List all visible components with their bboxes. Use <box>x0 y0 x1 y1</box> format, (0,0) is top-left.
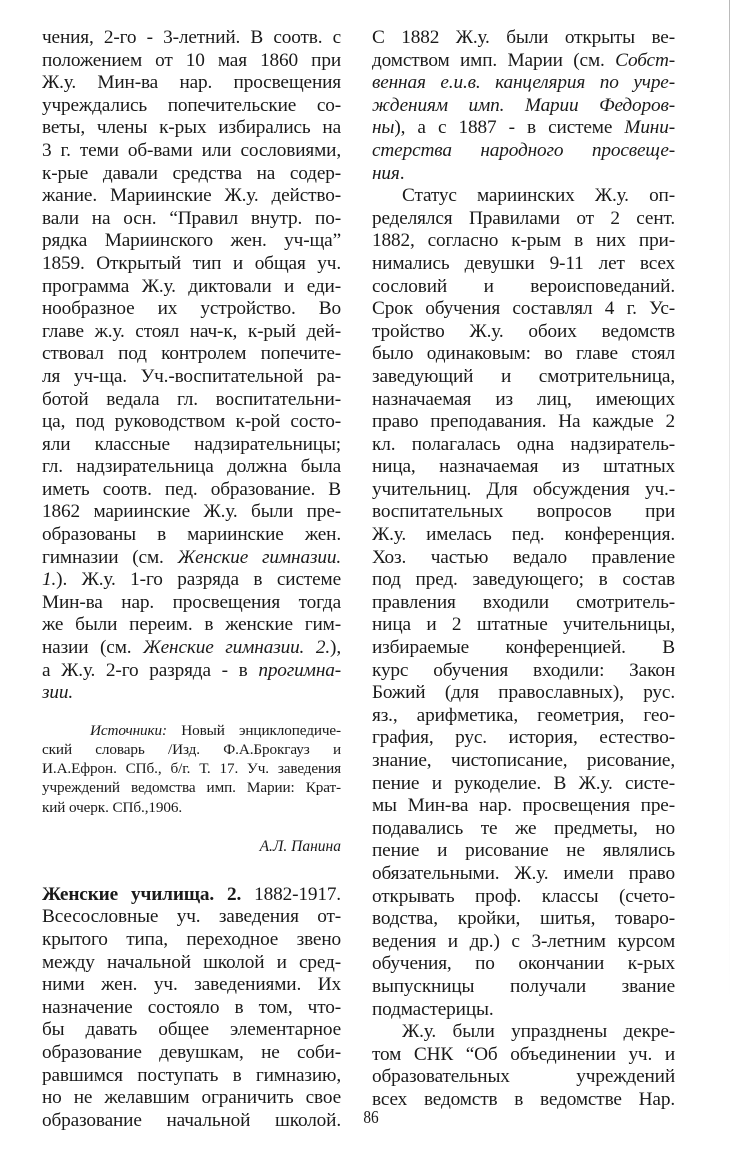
text-line: обязательными. Ж.у. имели право <box>372 862 675 884</box>
paragraph-2 <box>372 185 675 1021</box>
sources-label: Источники: <box>90 721 168 739</box>
text-line: домством имп. Марии (см. Собст- <box>372 49 675 71</box>
text-line: 1.). Ж.у. 1-го разряда в системе <box>42 569 341 591</box>
text-line: учреждались попечительские со- <box>42 94 341 116</box>
text-line: назначаемая из лиц, имеющих <box>372 388 675 410</box>
text-line: положением от 10 мая 1860 при <box>42 49 341 71</box>
text-line: к-рые давали средства на содер- <box>42 162 341 184</box>
text-line: рядка Мариинского жен. уч-ща” <box>42 230 341 252</box>
text-line: образование начальной школой. <box>42 1109 341 1131</box>
text-line: знание, чистописание, рисование, <box>372 750 675 771</box>
text-line: ния. <box>372 162 405 184</box>
cross-reference: стерства народного просвеще- <box>372 139 675 161</box>
article-author: А.Л. Панина <box>259 837 341 855</box>
text-line: С 1882 Ж.у. были открыты ве- <box>372 27 675 48</box>
text-line: том СНК “Об объединении уч. и <box>372 1043 675 1065</box>
text-line: жание. Мариинские Ж.у. действо- <box>42 185 341 207</box>
text-line: право преподавания. На каждые 2 <box>372 411 675 433</box>
text-line: кл. полагалась одна надзиратель- <box>372 433 675 455</box>
text-line: заведующий и смотрительница, <box>372 365 675 387</box>
entry-heading-line: Женские училища. 2. 1882-1917. <box>42 883 341 905</box>
text-line: но не желавшим ограничить свое <box>42 1087 341 1109</box>
text-line: между начальной школой и сред- <box>42 951 341 973</box>
text-line: гимназии (см. Женские гимназии. <box>42 546 341 568</box>
text-line: образовательных учреждений <box>372 1066 675 1088</box>
right-column <box>372 27 675 1112</box>
spacer <box>42 705 341 721</box>
text-line: кий очерк. СПб.,1906. <box>42 798 183 816</box>
text-line: Срок обучения составлял 4 г. Ус- <box>372 298 675 320</box>
text-line: назначение состояло в том, что- <box>42 996 341 1018</box>
text-line: Статус мариинских Ж.у. оп- <box>402 185 675 207</box>
text-line: главе ж.у. стоял нач-к, к-рый дей- <box>42 320 341 342</box>
text-line: ница и 2 штатные учительницы, <box>372 614 675 636</box>
text-line: 1882, согласно к-рым в них при- <box>372 230 675 252</box>
sources-block <box>42 721 341 817</box>
text-line: Источники: Новый энциклопедиче- <box>90 721 341 739</box>
text-line: ны), а с 1887 - в системе Мини- <box>372 117 675 139</box>
text-line: Всесословные уч. заведения от- <box>42 906 341 928</box>
text-line: ница, назначаемая из штатных <box>372 456 675 478</box>
text-line: правления входили смотритель- <box>372 591 675 613</box>
text-line: курс обучения входили: Закон <box>372 659 675 681</box>
text-line: Ж.у. Мин-ва нар. просвещения <box>42 72 341 94</box>
page-number: 86 <box>363 1107 379 1127</box>
left-column <box>42 27 341 1132</box>
text-line: пение и рисование не являлись <box>372 840 675 862</box>
cross-reference: ны <box>372 117 395 139</box>
text-line: выпускницы получали звание <box>372 975 675 997</box>
cross-reference: Женские гимназии. <box>177 546 341 568</box>
text-line: мы Мин-ва нар. просвещения пре- <box>372 795 675 817</box>
entry-heading: Женские училища. 2. <box>42 883 242 905</box>
paragraph-1 <box>372 27 675 185</box>
text-line: графия, рус. история, естество- <box>372 727 675 749</box>
text-line: 1859. Открытый тип и общая уч. <box>42 252 341 274</box>
text-line: нимались девушки 9-11 лет всех <box>372 252 675 274</box>
cross-reference: ждениям имп. Марии Федоров- <box>372 94 675 116</box>
text-line: образование девушкам, не соби- <box>42 1041 341 1063</box>
text-line: избираемые конференцией. В <box>372 637 675 659</box>
paragraph-3 <box>372 1021 675 1111</box>
text-line: бы давать общее элементарное <box>42 1019 341 1041</box>
text-line: яз., арифметика, геометрия, гео- <box>372 704 675 726</box>
text-line: ними жен. уч. заведениями. Их <box>42 974 341 996</box>
text-line: учреждений ведомства имп. Марии: Крат- <box>42 779 341 797</box>
text-line: под пред. заведующего; в состав <box>372 569 675 591</box>
text-line: Хоз. частью ведало правление <box>372 546 675 568</box>
text-line: назии (см. Женские гимназии. 2.), <box>42 637 341 659</box>
text-line: ля уч-ща. Уч.-воспитательной ра- <box>42 365 341 387</box>
text-line: образованы в мариинские жен. <box>42 524 341 546</box>
text-line: сословий и вероисповеданий. <box>372 275 675 297</box>
text-line: обучения, по окончании к-рых <box>372 953 675 975</box>
spacer <box>42 857 341 884</box>
cross-reference: зии. <box>42 682 74 704</box>
text-line: веты, члены к-рых избирались на <box>42 117 341 139</box>
cross-reference: венная е.и.в. канцелярия по учре- <box>372 72 675 94</box>
text-line: крытого типа, переходное звено <box>42 928 341 950</box>
cross-reference: Женские гимназии. 2. <box>143 637 331 659</box>
text-line: а Ж.у. 2-го разряда - в прогимна- <box>42 659 341 681</box>
cross-reference: Собст- <box>615 49 675 71</box>
text-line: воспитательных вопросов при <box>372 501 675 523</box>
text-line: Ж.у. имелась пед. конференция. <box>372 524 675 546</box>
text-line: ствовал под контролем попечите- <box>42 343 341 365</box>
text-line: равшимся поступать в гимназию, <box>42 1064 341 1086</box>
cross-reference: Мини- <box>624 117 675 139</box>
text-line: нообразное их устройство. Во <box>42 298 341 320</box>
text-line: ца, под руководством к-рой состо- <box>42 411 341 433</box>
text-line: Божий (для православных), рус. <box>372 682 675 704</box>
continuation-paragraph <box>42 27 341 547</box>
text-line: И.А.Ефрон. СПб., б/г. Т. 17. Уч. заведения <box>42 760 341 778</box>
text-line: чения, 2-го - 3-летний. В соотв. с <box>42 27 341 48</box>
text-line: было одинаковым: во главе стоял <box>372 343 675 365</box>
text-line: Мин-ва нар. просвещения тогда <box>42 591 341 613</box>
text-line: же были переим. в женские гим- <box>42 614 341 636</box>
text-line: 3 г. теми об-вами или сословиями, <box>42 139 341 161</box>
text-line: подавались те же предметы, но <box>372 817 675 839</box>
text-line: открывать проф. классы (счето- <box>372 885 675 907</box>
text-line: Ж.у. были упразднены декре- <box>402 1021 675 1043</box>
text-line: ределялся Правилами от 2 сент. <box>372 207 675 229</box>
text-line: программа Ж.у. диктовали и еди- <box>42 275 341 297</box>
text-line: подмастерицы. <box>372 998 494 1020</box>
text-line: учительниц. Для обсуждения уч.- <box>372 478 675 500</box>
cross-reference: 1. <box>42 569 57 591</box>
text-line: яли классные надзирательницы; <box>42 433 341 455</box>
spacer <box>42 817 341 837</box>
text-line: ботой ведала гл. воспитательни- <box>42 388 341 410</box>
text-line: 1862 мариинские Ж.у. были пре- <box>42 501 341 523</box>
text-line: всех ведомств в ведомстве Нар. <box>372 1088 675 1110</box>
text-line: водства, кройки, шитья, товаро- <box>372 908 675 930</box>
text-line: пение и рукоделие. В Ж.у. систе- <box>372 772 675 794</box>
cross-reference: прогимна- <box>258 659 341 681</box>
scan-artifact-line <box>729 0 730 1000</box>
entry-article <box>42 884 341 1133</box>
text-line: ведения и др.) с 3-летним курсом <box>372 930 675 952</box>
entry-body <box>42 906 341 1132</box>
sources-lines <box>42 740 341 817</box>
cross-reference: ния <box>372 162 400 184</box>
text-line: ский словарь /Изд. Ф.А.Брокгауз и <box>42 741 341 758</box>
text-line: гл. надзирательница должна была <box>42 456 341 478</box>
text-line: иметь соотв. пед. образование. В <box>42 478 341 500</box>
text-line: вали на осн. “Правил внутр. по- <box>42 207 341 229</box>
text-line: тройство Ж.у. обоих ведомств <box>372 320 675 342</box>
